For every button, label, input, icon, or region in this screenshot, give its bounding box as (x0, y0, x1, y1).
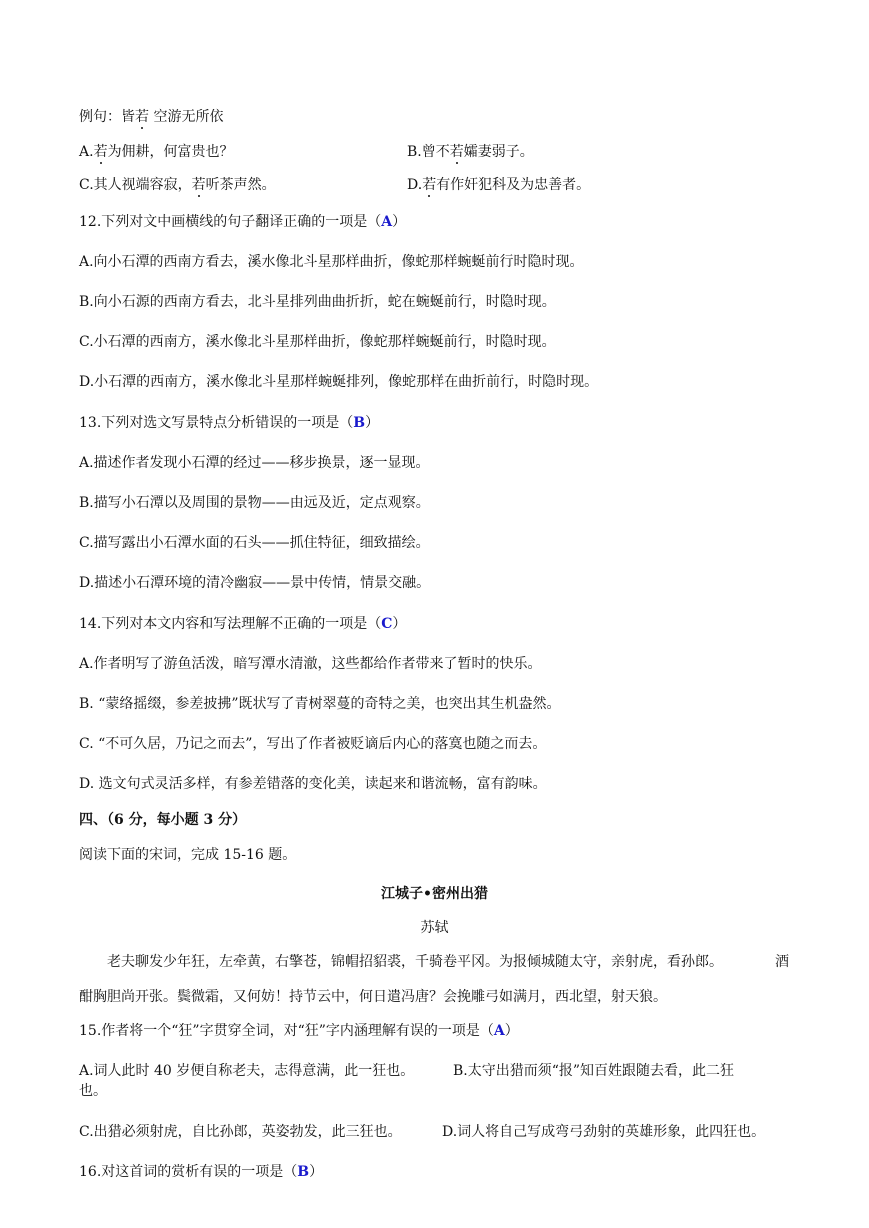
q12-option-b: B.向小石源的西南方看去，北斗星排列曲曲折折，蛇在蜿蜒前行，时隐时现。 (79, 294, 556, 310)
poem-title: 江城子•密州出猎 (381, 886, 488, 902)
poem-author: 苏轼 (420, 920, 449, 936)
poem-line-1-text: 老夫聊发少年狂，左牵黄，右擎苍，锦帽招貂裘，千骑卷平冈。为报倾城随太守，亲射虎，看孙郎。 (107, 954, 723, 970)
q13-option-a: A.描述作者发现小石潭的经过——移步换景，逐一显现。 (79, 455, 430, 471)
q14-answer: C (381, 616, 393, 632)
q11-b-word: 若 (449, 144, 464, 160)
q12-close: ） (392, 214, 407, 230)
q11-c-word: 若 (191, 177, 206, 193)
q16-answer: B (297, 1164, 310, 1180)
q13-close: ） (365, 415, 380, 431)
q13-stem-text: 13.下列对选文写景特点分析错误的一项是（ (79, 415, 354, 431)
q11-a-rest: 为佣耕，何富贵也？ (107, 144, 234, 160)
q15-stem-text: 15.作者将一个“狂”字贯穿全词，对“狂”字内涵理解有误的一项是（ (79, 1023, 494, 1039)
q11-d-rest: 有作奸犯科及为忠善者。 (436, 177, 591, 193)
q16-stem-text: 16.对这首词的赏析有误的一项是（ (79, 1164, 298, 1180)
example-word-b: 若 (135, 109, 149, 125)
q14-option-b: B. “蒙络摇缀，参差披拂”既状写了青树翠蔓的奇特之美，也突出其生机盎然。 (79, 696, 561, 712)
q15-option-b: B.太守出猎而须“报”知百姓跟随去看，此二狂 (453, 1063, 735, 1079)
q11-option-a (79, 142, 234, 162)
q14-option-c: C. “不可久居，乃记之而去”，写出了作者被贬谪后内心的落寞也随之而去。 (79, 736, 547, 752)
q12-stem-text: 12.下列对文中画横线的句子翻译正确的一项是（ (79, 214, 382, 230)
q16-stem (79, 1162, 323, 1182)
q15-option-b-cont: 也。 (79, 1083, 107, 1099)
q13-option-c: C.描写露出小石潭水面的石头——抓住特征，细致描绘。 (79, 535, 430, 551)
q13-option-b: B.描写小石潭以及周围的景物——由远及近，定点观察。 (79, 495, 430, 511)
section-heading: 四、（6 分，每小题 3 分） (79, 812, 247, 828)
q15-option-c: C.出猎必须射虎，自比孙郎，英姿勃发，此三狂也。 (79, 1124, 402, 1140)
q11-a-word: 若 (93, 144, 108, 160)
q12-answer: A (381, 214, 393, 230)
q14-option-d: D. 选文句式灵活多样，有参差错落的变化美，读起来和谐流畅，富有韵味。 (79, 776, 547, 792)
q13-option-d: D.描述小石潭环境的清冷幽寂——景中传情，情景交融。 (79, 575, 431, 591)
q15-close: ） (504, 1023, 519, 1039)
q11-a-prefix: A. (79, 144, 94, 160)
q12-option-d: D.小石潭的西南方，溪水像北斗星那样蜿蜒排列，像蛇那样在曲折前行，时隐时现。 (79, 374, 599, 390)
q11-b-rest: 孀妻弱子。 (463, 144, 534, 160)
q15-option-d: D.词人将自己写成弯弓劲射的英雄形象，此四狂也。 (442, 1124, 766, 1140)
q12-option-a: A.向小石潭的西南方看去，溪水像北斗星那样曲折，像蛇那样蜿蜒前行时隐时现。 (79, 254, 584, 270)
q12-option-c: C.小石潭的西南方，溪水像北斗星那样曲折，像蛇那样蜿蜒前行，时隐时现。 (79, 334, 556, 350)
example-label: 例句： (79, 109, 121, 125)
section-instruction: 阅读下面的宋词，完成 15-16 题。 (79, 847, 297, 863)
q13-answer: B (353, 415, 366, 431)
poem-line-1-tail: 酒 (775, 954, 789, 970)
q11-option-b (407, 142, 534, 162)
q11-b-prefix: B.曾不 (407, 144, 450, 160)
example-word-a: 皆 (121, 109, 135, 125)
example-sentence (79, 107, 223, 127)
q11-d-word: 若 (422, 177, 437, 193)
q14-stem (79, 614, 406, 634)
poem-line-1 (79, 952, 791, 972)
q11-option-c (79, 175, 276, 195)
q14-close: ） (392, 616, 407, 632)
q11-option-d (407, 175, 590, 195)
example-rest: 空游无所依 (153, 109, 224, 125)
q15-option-a: A.词人此时 40 岁便自称老夫，志得意满，此一狂也。 (79, 1063, 415, 1079)
q15-stem (79, 1021, 519, 1041)
q16-close: ） (309, 1164, 324, 1180)
q11-c-rest: 听茶声然。 (205, 177, 276, 193)
q11-c-prefix: C.其人视端容寂， (79, 177, 192, 193)
q12-stem (79, 212, 406, 232)
q14-option-a: A.作者明写了游鱼活泼，暗写潭水清澈，这些都给作者带来了暂时的快乐。 (79, 656, 542, 672)
q14-stem-text: 14.下列对本文内容和写法理解不正确的一项是（ (79, 616, 382, 632)
q11-d-prefix: D. (407, 177, 423, 193)
q15-answer: A (493, 1023, 505, 1039)
poem-line-2: 酣胸胆尚开张。鬓微霜，又何妨！持节云中，何日遣冯唐？会挽雕弓如满月，西北望，射天狼。 (79, 989, 667, 1005)
q13-stem (79, 413, 379, 433)
